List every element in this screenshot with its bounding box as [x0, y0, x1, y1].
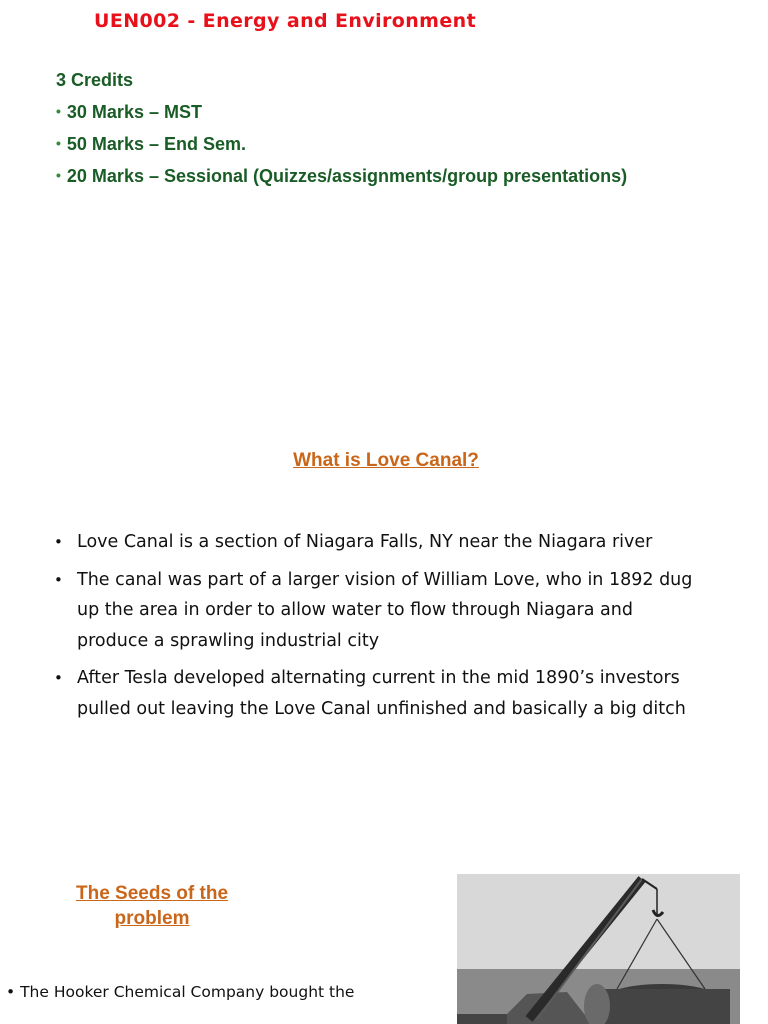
list-item-text: After Tesla developed alternating current in the mid 1890’s investors pulled out leaving the Love Canal unfinished and basically a big ditch — [77, 668, 686, 719]
list-item — [54, 527, 694, 558]
love-canal-bullet-list — [54, 527, 694, 731]
bullet-icon: • — [56, 103, 61, 119]
bullet-icon: • — [54, 570, 63, 589]
marks-item — [56, 134, 246, 155]
crane-lifting-drum-photo — [457, 874, 740, 1024]
bullet-icon: • — [54, 533, 63, 551]
bullet-icon: • — [56, 167, 61, 183]
seeds-heading-line: The Seeds of the — [75, 883, 229, 904]
seeds-heading — [52, 881, 252, 931]
love-canal-heading: What is Love Canal? — [293, 450, 479, 471]
bullet-icon: • — [54, 669, 63, 687]
bullet-icon: • — [56, 135, 61, 151]
list-item-text: The canal was part of a larger vision of William Love, who in 1892 dug up the area in order to allow water to flow through Niagara and produce a sprawling industrial city — [77, 569, 693, 651]
course-title: UEN002 - Energy and Environment — [94, 10, 477, 32]
marks-item — [56, 102, 202, 123]
list-item — [54, 663, 694, 724]
marks-text: 30 Marks – MST — [66, 102, 202, 122]
list-item-text: Love Canal is a section of Niagara Falls, NY near the Niagara river — [77, 532, 653, 552]
seeds-text: • The Hooker Chemical Company bought the — [6, 983, 355, 1001]
list-item — [54, 565, 694, 657]
photo-illustration — [457, 874, 740, 1024]
course-credits: 3 Credits — [56, 70, 134, 90]
marks-item — [56, 166, 627, 187]
seeds-heading-line: problem — [114, 908, 190, 929]
marks-text: 50 Marks – End Sem. — [66, 134, 246, 154]
marks-text: 20 Marks – Sessional (Quizzes/assignments/group presentations) — [66, 166, 628, 186]
